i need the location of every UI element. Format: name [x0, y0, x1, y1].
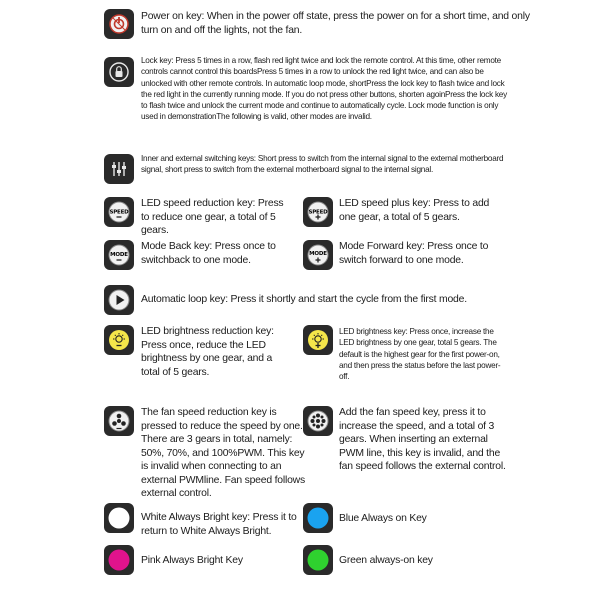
pink-circle-icon [104, 545, 134, 575]
fan-minus-icon [104, 406, 134, 436]
switch-key-text: Inner and external switching keys: Short press to switch from the internal signal to the external motherboard signal, short press to switch from the external motherboard signal to the internal signal. [141, 154, 504, 175]
green-key-text: Green always-on key [339, 555, 433, 566]
white-circle-icon [104, 503, 134, 533]
play-icon [104, 285, 134, 315]
white-key-text: White Always Bright key: Press it to return to White Always Bright. [141, 512, 297, 537]
mode-back-text: Mode Back key: Press once to switchback to one mode. [141, 241, 276, 266]
brightness-plus-text: LED brightness key: Press once, increase the LED brightness by one gear, total 5 gears. The default is the highest gear for the first power-on, and then press the status before the last power-off. [339, 327, 501, 382]
mode-label: MODE [309, 251, 327, 257]
blue-circle-icon [303, 503, 333, 533]
pink-key-text: Pink Always Bright Key [141, 555, 243, 566]
switch-icon [104, 154, 134, 184]
fan-reduction-text: The fan speed reduction key is pressed to reduce the speed by one. There are 3 gears in total, namely: 50%, 70%, and 100%PWM. This key is invalid when connecting to an external PWMline. Fan speed follows external control. [141, 407, 305, 499]
speed-plus-text: LED speed plus key: Press to add one gear, a total of 5 gears. [339, 198, 490, 223]
mode-label: MODE [110, 252, 128, 258]
mode-plus-icon [303, 240, 333, 270]
speed-reduction-text: LED speed reduction key: Press to reduce one gear, a total of 5 gears. [141, 198, 284, 236]
lock-key-text: Lock key: Press 5 times in a row, flash red light twice and lock the remote control. At this time, other remote controls cannot control this boardsPress 5 times in a row to unlock the red light twice, and can also be unlocked with other remote controls. In automatic loop mode, shortPress the lock key to flash twice and lock the red light in the currently running mode. If you do not press other buttons, shorten agoinPress the lock key to flash twice and unlock the current mode and continue to automatically cycle. Lock mode function is only used in demonstrationThe following is valid, other modes are invalid. [141, 56, 507, 122]
speed-label: SPEED [109, 209, 129, 216]
mode-forward-text: Mode Forward key: Press once to switch forward to one mode. [339, 241, 489, 266]
mode-minus-icon [104, 240, 134, 270]
fan-plus-text: Add the fan speed key, press it to increase the speed, and a total of 3 gears. When inserting an external PWM line, this key is invalid, and the fan speed follows the external control. [339, 407, 506, 472]
speed-plus-icon [303, 197, 333, 227]
blue-key-text: Blue Always on Key [339, 513, 427, 524]
power-key-text: Power on key: When in the power off state, press the power on for a short time, and only turn on and off the lights, not the fan. [141, 11, 530, 36]
brightness-minus-icon [104, 325, 134, 355]
fan-plus-icon [303, 406, 333, 436]
lock-icon [104, 57, 134, 87]
brightness-plus-icon [303, 325, 333, 355]
power-icon [104, 9, 134, 39]
brightness-reduction-text: LED brightness reduction key: Press once, reduce the LED brightness by one gear, and a total of 5 gears. [141, 326, 274, 378]
speed-minus-icon [104, 197, 134, 227]
auto-loop-text: Automatic loop key: Press it shortly and start the cycle from the first mode. [141, 294, 467, 305]
speed-label: SPEED [308, 209, 328, 216]
green-circle-icon [303, 545, 333, 575]
